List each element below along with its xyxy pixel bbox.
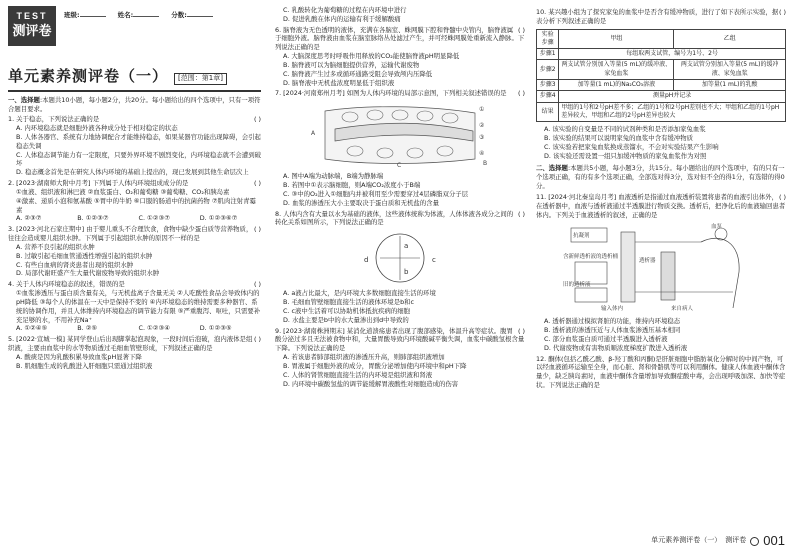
question-10: ( ) 10. 某兴趣小组为了探究家兔的血浆中是否含有缓冲物质，进行了如下表所示实验，据表分析下列叙述正确的是 bbox=[536, 8, 786, 25]
score-field[interactable]: 分数: bbox=[171, 11, 213, 20]
q3-option: D. 局部代谢旺盛产生大量代谢废物导致的组织水肿 bbox=[16, 269, 160, 278]
table-row: 步骤4 测量pH并记录 bbox=[537, 91, 786, 102]
q8-option-a: A. a液占比最大，是内环境大多数细胞直接生活的环境 bbox=[283, 289, 436, 298]
q6-option-a: A. 大脑深度思考时呼吸作用释放的CO₂能使脑脊液pH明显降低 bbox=[283, 52, 460, 61]
q11-option-d: D. 代谢废物或有害物质顺浓度梯度扩散进入透析液 bbox=[544, 343, 688, 352]
choice: C. ①②③④ bbox=[138, 324, 170, 333]
choice: A. ①②④⑤ bbox=[16, 324, 48, 333]
label-b: b bbox=[404, 268, 409, 277]
q3-option: A. 营养不良引起的组织水肿 bbox=[16, 242, 95, 251]
choice: C. ①②③⑦ bbox=[138, 214, 170, 223]
q10-option-c: C. 该实验若把家兔血浆换成蒸馏水，不会对实验结果产生影响 bbox=[544, 142, 719, 151]
q7-option-a: A. 图中A端为动脉端，B端为静脉端 bbox=[283, 172, 384, 181]
label-pump: 血泵 bbox=[711, 224, 723, 231]
question-5: ( ) 5. [2022·宣城一模] 某同学登山后出现脚掌起泡现象，一段时间后泡破，泡内液体是组织液，主要由血浆中的水等物质透过毛细血管壁形成，下列叙述正确的是 bbox=[8, 335, 261, 353]
q7-option-d: D. 血浆的渗透压大小主要取决于蛋白质和无机盐的含量 bbox=[283, 198, 439, 207]
q4-choices bbox=[8, 324, 261, 333]
section-2-heading: 二、选择题:本题共5小题，每小题3分，共15分。每小题给出的四个选项中，有的只有一个选项正确，有的有多个选项正确，全部选对得3分，选对但不全的得1分，有选错的得0分。 bbox=[536, 164, 785, 191]
q8-option-d: D. 水盐主要是b中的水大量渗出到d中导致的 bbox=[283, 315, 409, 324]
q5-option: A. 酸痰是因为乳酸积累导致血浆pH显著下降 bbox=[16, 352, 142, 361]
label-from-patient: 来自病人 bbox=[671, 306, 694, 313]
q5-option: B. 肌细胞生成的乳酸进入肝细胞只需通过组织液 bbox=[16, 361, 153, 370]
header bbox=[8, 6, 261, 46]
table-row: 步骤3 加等量(1 mL)的Na₂CO₃溶液 加等量(1 mL)的乳酸 bbox=[537, 79, 786, 90]
footer-label: 单元素养测评卷（一） bbox=[651, 536, 722, 545]
logo-bottom-text: 测评卷 bbox=[12, 23, 52, 39]
table-head-step: 实验步骤 bbox=[537, 29, 559, 49]
q11-option-a: A. 透析器通过模拟肾脏的功能，维持内环境稳态 bbox=[544, 317, 681, 326]
q1-option: A. 内环境稳态就是细胞外液各种成分处于相对稳定的状态 bbox=[16, 124, 178, 133]
column-left bbox=[8, 6, 261, 371]
q9-option-c: C. 人体的肾管细胞直接生活的内环境是组织液和肾液 bbox=[283, 370, 433, 379]
choice: D. ①②③⑤ bbox=[199, 324, 232, 333]
info-fields bbox=[64, 11, 213, 20]
tissue-diagram bbox=[305, 101, 495, 169]
test-logo bbox=[8, 6, 56, 46]
q9-option-b: B. 胃液属于细胞外液的成分，胃酸分泌增加使内环境中和pH下降 bbox=[283, 361, 467, 370]
question-11: ( ) 11. [2024·河北秦皇岛月考] 血液透析是指通过血液透析装置将患者的血液引出体外，在透析器中，血液与透析液通过半透膜进行物质交换。透析后，把净化后的血液输回患者体内。下列关于血液透析的叙述，正确的是 bbox=[536, 192, 786, 219]
label-b: B bbox=[483, 160, 488, 168]
page-title: 单元素养测评卷（一） bbox=[8, 67, 169, 85]
label-4: ④ bbox=[479, 150, 485, 158]
scope-tag: [范围：第1章] bbox=[174, 73, 227, 85]
q11-option-b: B. 透析液的渗透压近与人体血浆渗透压基本相同 bbox=[544, 326, 681, 335]
q1-option: C. 人体稳态调节能力有一定限度，只要外界环境不剧烈变化，内环境稳态就不会遭到破坏 bbox=[16, 150, 261, 168]
q10-option-d: D. 该实验还需设置一组只加缓冲物质的家兔血浆作为对照 bbox=[544, 151, 707, 160]
q2-choices bbox=[8, 214, 261, 223]
page-footer bbox=[651, 532, 785, 550]
q7-option-b: B. 若图中①表示脑细胞，则A端CO₂浓度小于B端 bbox=[283, 181, 421, 190]
choice: A. ②③⑦ bbox=[16, 214, 42, 223]
name-field[interactable]: 姓名: bbox=[118, 11, 160, 20]
page-number: 001 bbox=[763, 533, 785, 549]
label-c: C bbox=[397, 162, 402, 170]
question-list-left bbox=[8, 115, 261, 370]
question-6: ( ) 6. 脑脊液为无色透明的液体，充满在各脑室、蛛网膜下腔和脊髓中央管内，脑脊液属于细胞外液。脑脊液由血浆在脑室脉络丛处滤过产生，并可经蛛网膜处重新流入静脉。下列说法正确的是 bbox=[275, 25, 525, 52]
q5-option-c: C. 乳酸转化为葡萄糖的过程在内环境中进行 bbox=[283, 6, 407, 14]
page-icon bbox=[750, 537, 759, 546]
choice: D. ①②③⑥⑦ bbox=[199, 214, 238, 223]
experiment-table bbox=[536, 29, 786, 122]
table-head-group-a: 甲组 bbox=[559, 29, 674, 49]
choice: B. ①②③⑦ bbox=[77, 214, 109, 223]
q1-option: D. 稳态概念首先是在研究人体内环境的基础上提出的，现已发展到其他生命层次上 bbox=[16, 168, 249, 177]
q3-option: B. 过敏引起毛细血管通透性增强引起的组织水肿 bbox=[16, 251, 153, 260]
q8-option-c: C. c液中生活着可以协助机体抵抗疾病的细胞 bbox=[283, 306, 411, 315]
question-1: ( ) 1. 关于稳态，下列说法正确的是 bbox=[8, 115, 261, 124]
q11-option-c: C. 部分血浆蛋白质可通过半透膜进入透析液 bbox=[544, 334, 668, 343]
question-8: ( ) 8. 人体内含有大量以水为基础的液体，这些液体统称为体液，人体体液各成分之间的转化关系如图所示，下列说法正确的是 bbox=[275, 209, 525, 227]
label-3: ③ bbox=[479, 134, 485, 142]
label-2: ② bbox=[479, 122, 485, 130]
table-row: 结果 甲组的1号和2号pH差不多；乙组的1号和2号pH差别也不大；甲组和乙组的1号pH差异较大，甲组和乙组的2号pH差异也较大 bbox=[537, 102, 786, 122]
label-fresh-fluid: 含新鲜透析液的透析桶 bbox=[563, 254, 619, 261]
q4-option: ①血浆渗透压与蛋白质含量有关，与无机盐离子含量无关 ②人吃酸性食品会导致体内的pH降低 ③每个人的体温在一天中是保持不变的 ④内环境稳态的维持需要多种器官、系统的协调作用，并且人体维持内环境稳态的调节能力有限 ⑤严重腹泻、呕吐，只需要补充足够的水，不用补充Na⁺ bbox=[16, 289, 261, 324]
footer-book: 测评卷 bbox=[725, 536, 747, 545]
table-head-group-b: 乙组 bbox=[674, 29, 786, 49]
q3-option: C. 有些白血病的肾炎患者出现的组织水肿 bbox=[16, 260, 134, 269]
question-7: ( ) 7. [2024·河南郑州月考] 如图为人体内环境的局部示意图，下列相关叙述错误的是 bbox=[275, 89, 525, 98]
q5-option-d: D. 促进乳酸在体内的运输有利于缓解酸痛 bbox=[283, 14, 401, 23]
label-1: ① bbox=[479, 106, 485, 114]
q6-option-b: B. 脑脊液可以为脑细胞提供营养，运输代谢废物 bbox=[283, 60, 420, 69]
table-row: 步骤1 每组取两支试管，编号为1号、2号 bbox=[537, 49, 786, 60]
class-field[interactable]: 班级: bbox=[64, 11, 106, 20]
question-2: ( ) 2. [2023·湖南师大附中月考] 下列属于人体内环境组成成分的是 bbox=[8, 179, 261, 188]
dialysis-diagram bbox=[561, 222, 761, 314]
label-a: A bbox=[311, 130, 316, 138]
question-9: ( ) 9. [2023·湖南株洲期末] 某消化道溃疡患者出现了腹部感染，体温升高等症状。腹胃酸分泌过多且无法被食物中和，大量胃酸导致内环境酸碱平衡失调，血浆中碳酸氢根含量下降。下列说法正确的是 bbox=[275, 326, 525, 353]
question-12: 12. 酮体(包括乙酰乙酸、β-羟丁酸和丙酮)是肝脏细胞中脂肪氧化分解时的中间产物，可以经血液循环运输至全身，而心脏、肾和骨骼肌等可以利用酮体。健康人体血液中酮体含量少，缺乏胰岛素时，血液中酮体含量增加导致酮症酸中毒，会出现呼吸加深、加快等症状。下列说法正确的是 bbox=[536, 354, 786, 390]
question-3: ( ) 3. [2023·河北石家庄期中] 由于婴儿重头不合理饮食，食物中缺少蛋白质等营养物质，往往会造成婴儿组织水肿。下列属于引起组织水肿的原因不一样的是 bbox=[8, 225, 261, 243]
column-right bbox=[536, 6, 786, 390]
q9-option-d: D. 内环境中碳酸氢盐的调节能缓解胃液酸性对细胞造成的伤害 bbox=[283, 379, 459, 388]
q2-option: ①血液、组织液和淋巴液 ②血浆蛋白、O₂和葡萄糖 ③葡萄糖、CO₂和胰岛素 bbox=[16, 187, 230, 196]
label-old-fluid: 旧的透析液 bbox=[563, 282, 591, 289]
table-row: 步骤2 两支试管分别加入等量(5 mL)的缓冲液、家兔血浆 两支试管分别加入等量(5 mL)的缓冲液、家兔血浆 bbox=[537, 60, 786, 80]
label-c: c bbox=[432, 256, 436, 265]
q1-option: B. 人体各器官、系统有力地协调配合才能维持稳态，如果某器官功能出现障碍，会引起稳态失调 bbox=[16, 133, 261, 150]
column-middle bbox=[275, 6, 525, 388]
q8-option-b: B. 毛细血管壁细胞直接生活的液体环境是b和c bbox=[283, 298, 415, 307]
fluid-relation-diagram bbox=[340, 230, 460, 286]
q10-option-b: B. 该实验的结果可以说明家兔的血浆中含有缓冲物质 bbox=[544, 133, 694, 142]
label-anticoagulant: 抗凝剂 bbox=[573, 233, 590, 240]
label-input: 输入体内 bbox=[601, 306, 624, 313]
question-4: ( ) 4. 关于人体内环境稳态的叙述，错误的是 bbox=[8, 280, 261, 289]
label-d: d bbox=[364, 256, 369, 265]
q6-option-d: D. 脑脊液中无机盐浓度明显低于组织液 bbox=[283, 78, 395, 87]
section-1-heading: 一、选择题:本题共10小题，每小题2分，共20分。每小题给出的四个选项中，只有一项符合题目要求。 bbox=[8, 95, 261, 113]
title-banner bbox=[8, 66, 261, 92]
q6-option-c: C. 脑脊液产生过多或循环通路受阻会导致颅内压降低 bbox=[283, 69, 433, 78]
q7-option-c: C. ③中的O₂进入①细胞内并被利用至少需要穿过4层磷脂双分子层 bbox=[283, 189, 469, 198]
choice: B. ②⑤ bbox=[77, 324, 98, 333]
label-a: a bbox=[404, 242, 409, 251]
label-dialyzer: 透析器 bbox=[639, 258, 656, 265]
q10-option-a: A. 该实验的自变量是不同的试剂种类和是否添加家兔血浆 bbox=[544, 125, 706, 134]
q9-option-a: A. 若该患者肺部组织液的渗透压升高，则肺部组织液增加 bbox=[283, 353, 445, 362]
q2-option: ④激素、递质小泡和氨基酸 ⑤胃中的牛奶 ⑥口服的肠道中的抗菌药物 ⑦肌肉注射青霉素 bbox=[16, 196, 256, 214]
logo-top-text: TEST bbox=[16, 11, 48, 21]
